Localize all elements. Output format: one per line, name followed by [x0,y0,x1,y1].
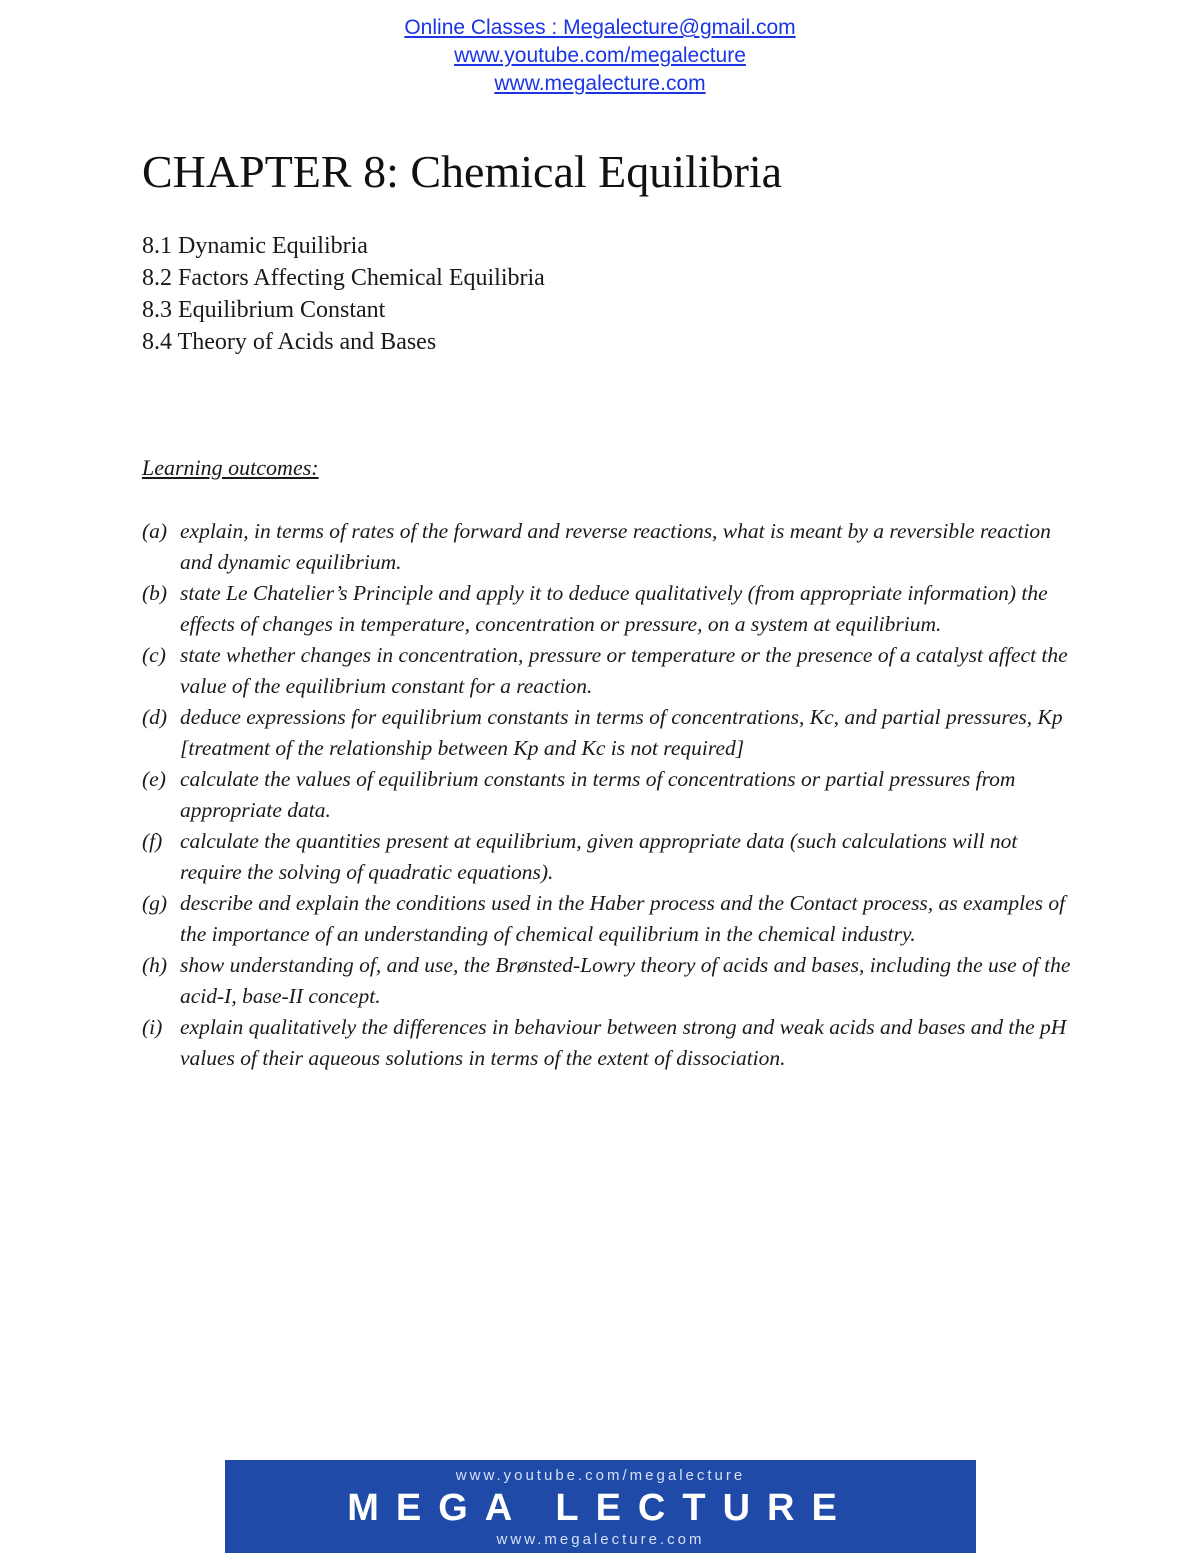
outcome-text: deduce expressions for equilibrium constants in terms of concentrations, Kc, and partial pressures, Kp [treatment of the relationship between Kp and Kc is not required] [180,705,1063,760]
outcome-marker: (h) [142,953,168,977]
toc-item: 8.3 Equilibrium Constant [142,297,386,323]
toc-item: 8.4 Theory of Acids and Bases [142,329,437,355]
outcome-marker: (f) [142,829,163,853]
website-link[interactable]: www.megalecture.com [494,72,706,95]
banner-website-text: www.megalecture.com [496,1531,705,1548]
outcome-marker: (a) [142,519,168,543]
outcome-text: describe and explain the conditions used in the Haber process and the Contact process, as examples of the importance of an understanding of chemical equilibrium in the chemical industry. [180,891,1066,946]
outcome-marker: (d) [142,705,168,729]
outcome-item [142,578,1072,640]
outcome-text: calculate the values of equilibrium constants in terms of concentrations or partial pressures from appropriate data. [180,767,1016,822]
outcome-item [142,1012,1072,1074]
page-header [0,14,1200,98]
outcome-text: show understanding of, and use, the Brønsted-Lowry theory of acids and bases, including the use of the acid-I, base-II concept. [180,953,1071,1008]
learning-outcomes-list [142,516,1072,1074]
outcome-marker: (g) [142,891,168,915]
outcome-text: state whether changes in concentration, pressure or temperature or the presence of a catalyst affect the value of the equilibrium constant for a reaction. [180,643,1068,698]
mega-lecture-banner [225,1460,976,1553]
outcome-marker: (i) [142,1015,163,1039]
outcome-item [142,516,1072,578]
email-link[interactable]: Online Classes : Megalecture@gmail.com [404,16,796,39]
outcome-marker: (c) [142,643,166,667]
outcome-text: calculate the quantities present at equilibrium, given appropriate data (such calculations will not require the solving of quadratic equations). [180,829,1018,884]
banner-youtube-text: www.youtube.com/megalecture [455,1467,746,1484]
outcome-item [142,702,1072,764]
chapter-title: CHAPTER 8: Chemical Equilibria [142,146,783,197]
youtube-link[interactable]: www.youtube.com/megalecture [454,44,746,67]
learning-outcomes-heading: Learning outcomes: [142,455,319,480]
outcome-item [142,640,1072,702]
outcome-item [142,888,1072,950]
toc-item: 8.1 Dynamic Equilibria [142,233,368,259]
outcome-marker: (b) [142,581,168,605]
outcome-text: explain, in terms of rates of the forward and reverse reactions, what is meant by a reversible reaction and dynamic equilibrium. [180,519,1051,574]
outcome-item [142,764,1072,826]
outcome-text: explain qualitatively the differences in behaviour between strong and weak acids and bases and the pH values of their aqueous solutions in terms of the extent of dissociation. [180,1015,1067,1070]
toc-item: 8.2 Factors Affecting Chemical Equilibria [142,265,545,291]
outcome-item [142,950,1072,1012]
outcome-marker: (e) [142,767,166,791]
outcome-text: state Le Chatelier’s Principle and apply it to deduce qualitatively (from appropriate information) the effects of changes in temperature, concentration or pressure, on a system at equilibrium. [180,581,1048,636]
table-of-contents [142,230,545,358]
outcome-item [142,826,1072,888]
banner-brand-logo: MEGA LECTURE [347,1487,854,1529]
